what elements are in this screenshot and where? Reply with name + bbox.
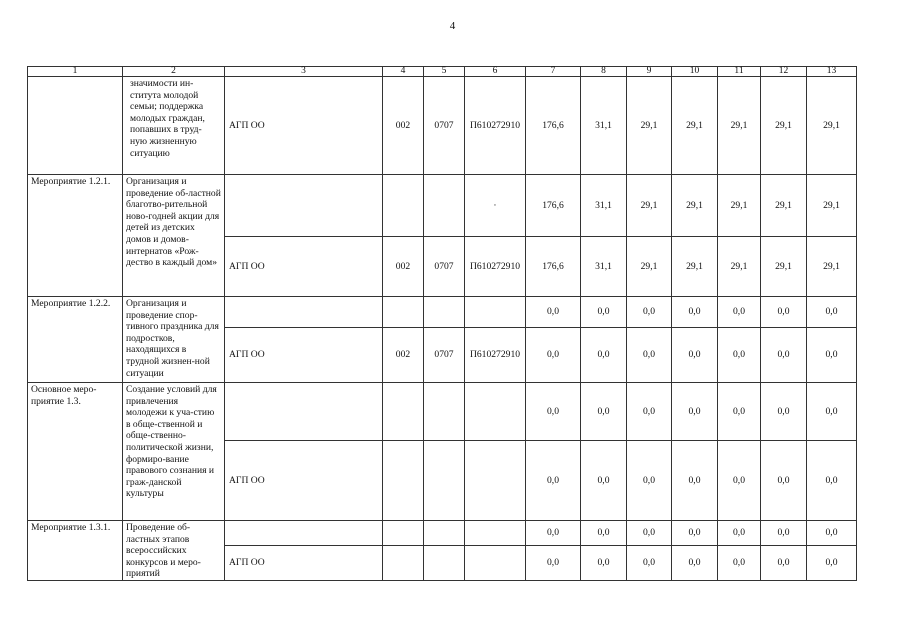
cell-6: · [465, 175, 526, 237]
cell-6 [465, 383, 526, 441]
budget-table [27, 66, 857, 581]
cell-3: АГП ОО [225, 77, 383, 175]
cell-11: 29,1 [718, 237, 761, 297]
cell-5 [424, 546, 465, 581]
cell-12: 0,0 [761, 297, 807, 328]
header-col-11: 11 [718, 67, 761, 77]
header-col-1: 1 [28, 67, 123, 77]
header-row [28, 67, 857, 77]
header-col-9: 9 [627, 67, 672, 77]
cell-12: 29,1 [761, 237, 807, 297]
header-col-12: 12 [761, 67, 807, 77]
cell-9: 0,0 [627, 297, 672, 328]
cell-13: 0,0 [807, 441, 857, 521]
cell-11: 0,0 [718, 297, 761, 328]
header-col-13: 13 [807, 67, 857, 77]
header-col-6: 6 [465, 67, 526, 77]
cell-5: 0707 [424, 237, 465, 297]
cell-12: 29,1 [761, 77, 807, 175]
cell-12: 0,0 [761, 521, 807, 546]
cell-8: 31,1 [581, 77, 627, 175]
cell-11: 0,0 [718, 328, 761, 383]
cell-7: 0,0 [526, 521, 581, 546]
cell-5 [424, 441, 465, 521]
cell-7: 176,6 [526, 175, 581, 237]
cell-12: 0,0 [761, 546, 807, 581]
cell-5 [424, 297, 465, 328]
cell-9: 0,0 [627, 383, 672, 441]
table-row [28, 297, 857, 328]
cell-13: 0,0 [807, 383, 857, 441]
cell-12: 29,1 [761, 175, 807, 237]
cell-3: АГП ОО [225, 328, 383, 383]
cell-3 [225, 175, 383, 237]
header-col-7: 7 [526, 67, 581, 77]
cell-13: 0,0 [807, 521, 857, 546]
cell-4: 002 [383, 77, 424, 175]
description-line: значимости ин- [130, 78, 194, 89]
cell-3: АГП ОО [225, 546, 383, 581]
cell-10: 29,1 [672, 237, 718, 297]
cell-3: АГП ОО [225, 237, 383, 297]
header-col-2: 2 [123, 67, 225, 77]
cell-6 [465, 546, 526, 581]
cell-8: 31,1 [581, 175, 627, 237]
cell-10: 0,0 [672, 521, 718, 546]
description-line: молодых граждан, [130, 112, 205, 124]
cell-11: 0,0 [718, 521, 761, 546]
cell-8: 0,0 [581, 521, 627, 546]
table-row [28, 77, 857, 175]
measure-name: Основное меро-приятие 1.3. [28, 383, 123, 521]
cell-11: 0,0 [718, 383, 761, 441]
table-row [28, 521, 857, 546]
cell-12: 0,0 [761, 383, 807, 441]
cell-8: 0,0 [581, 383, 627, 441]
cell-8: 0,0 [581, 546, 627, 581]
cell-5 [424, 383, 465, 441]
cell-6 [465, 521, 526, 546]
cell-13: 29,1 [807, 77, 857, 175]
table-row [28, 175, 857, 237]
cell-3 [225, 297, 383, 328]
description-line: ную жизненную [130, 135, 197, 147]
cell-4 [383, 175, 424, 237]
cell-13: 0,0 [807, 297, 857, 328]
cell-11: 0,0 [718, 441, 761, 521]
cell-10: 0,0 [672, 297, 718, 328]
cell-4 [383, 383, 424, 441]
cell-9: 0,0 [627, 546, 672, 581]
cell-11: 29,1 [718, 175, 761, 237]
measure-description: Проведение об-ластных этапов всероссийских конкурсов и меро-приятий [123, 521, 225, 581]
cell-13: 0,0 [807, 328, 857, 383]
description-line: ститута молодой [130, 89, 199, 101]
description-line: ситуацию [130, 147, 170, 159]
cell-9: 0,0 [627, 328, 672, 383]
cell-13: 29,1 [807, 237, 857, 297]
cell-5: 0707 [424, 77, 465, 175]
cell-13: 29,1 [807, 175, 857, 237]
cell-3 [225, 383, 383, 441]
cell-6 [465, 441, 526, 521]
cell-5 [424, 521, 465, 546]
cell-9: 29,1 [627, 175, 672, 237]
header-col-8: 8 [581, 67, 627, 77]
page-number: 4 [449, 20, 456, 32]
cell-4 [383, 297, 424, 328]
cell-10: 0,0 [672, 328, 718, 383]
table-body [28, 77, 857, 581]
cell-7: 0,0 [526, 297, 581, 328]
cell-6: П610272910 [465, 77, 526, 175]
cell-6 [465, 297, 526, 328]
cell-10: 29,1 [672, 175, 718, 237]
description-line: попавших в труд- [130, 124, 202, 136]
cell-4 [383, 441, 424, 521]
measure-name: Мероприятие 1.3.1. [28, 521, 123, 581]
cell-7: 176,6 [526, 77, 581, 175]
cell-12: 0,0 [761, 328, 807, 383]
cell-10: 0,0 [672, 441, 718, 521]
cell-3: АГП ОО [225, 441, 383, 521]
cell-4: 002 [383, 237, 424, 297]
cell-4 [383, 521, 424, 546]
description-line: семьи; поддержка [130, 101, 204, 113]
measure-name: Мероприятие 1.2.1. [28, 175, 123, 297]
cell-8: 0,0 [581, 297, 627, 328]
cell-13: 0,0 [807, 546, 857, 581]
measure-description: Организация и проведение об-ластной благотво-рительной ново-годней акции для детей из детских домов и домов-интернатов «Рож-дество в каждый дом» [123, 175, 225, 297]
cell-5 [424, 175, 465, 237]
cell-4: 002 [383, 328, 424, 383]
measure-description: Создание условий для привлечения молодежи к уча-стию в обще-ственной и обще-ственно-политической жизни, формиро-вание правового сознания и граж-данской культуры [123, 383, 225, 521]
cell-7: 176,6 [526, 237, 581, 297]
cell-3 [225, 521, 383, 546]
cell-6: П610272910 [465, 328, 526, 383]
cell-11: 29,1 [718, 77, 761, 175]
cell-4 [383, 546, 424, 581]
cell-10: 29,1 [672, 77, 718, 175]
cell-5: 0707 [424, 328, 465, 383]
row-name-cell [28, 77, 123, 175]
cell-9: 0,0 [627, 441, 672, 521]
cell-10: 0,0 [672, 546, 718, 581]
cell-11: 0,0 [718, 546, 761, 581]
row-description [123, 77, 225, 175]
cell-7: 0,0 [526, 546, 581, 581]
cell-12: 0,0 [761, 441, 807, 521]
header-col-3: 3 [225, 67, 383, 77]
cell-9: 29,1 [627, 237, 672, 297]
cell-7: 0,0 [526, 441, 581, 521]
header-col-4: 4 [383, 67, 424, 77]
cell-8: 31,1 [581, 237, 627, 297]
cell-10: 0,0 [672, 383, 718, 441]
cell-8: 0,0 [581, 328, 627, 383]
header-col-5: 5 [424, 67, 465, 77]
cell-7: 0,0 [526, 383, 581, 441]
cell-7: 0,0 [526, 328, 581, 383]
cell-8: 0,0 [581, 441, 627, 521]
cell-9: 0,0 [627, 521, 672, 546]
table-row [28, 383, 857, 441]
header-col-10: 10 [672, 67, 718, 77]
cell-6: П610272910 [465, 237, 526, 297]
cell-9: 29,1 [627, 77, 672, 175]
measure-description: Организация и проведение спор-тивного праздника для подростков, находящихся в трудной жизнен-ной ситуации [123, 297, 225, 383]
measure-name: Мероприятие 1.2.2. [28, 297, 123, 383]
